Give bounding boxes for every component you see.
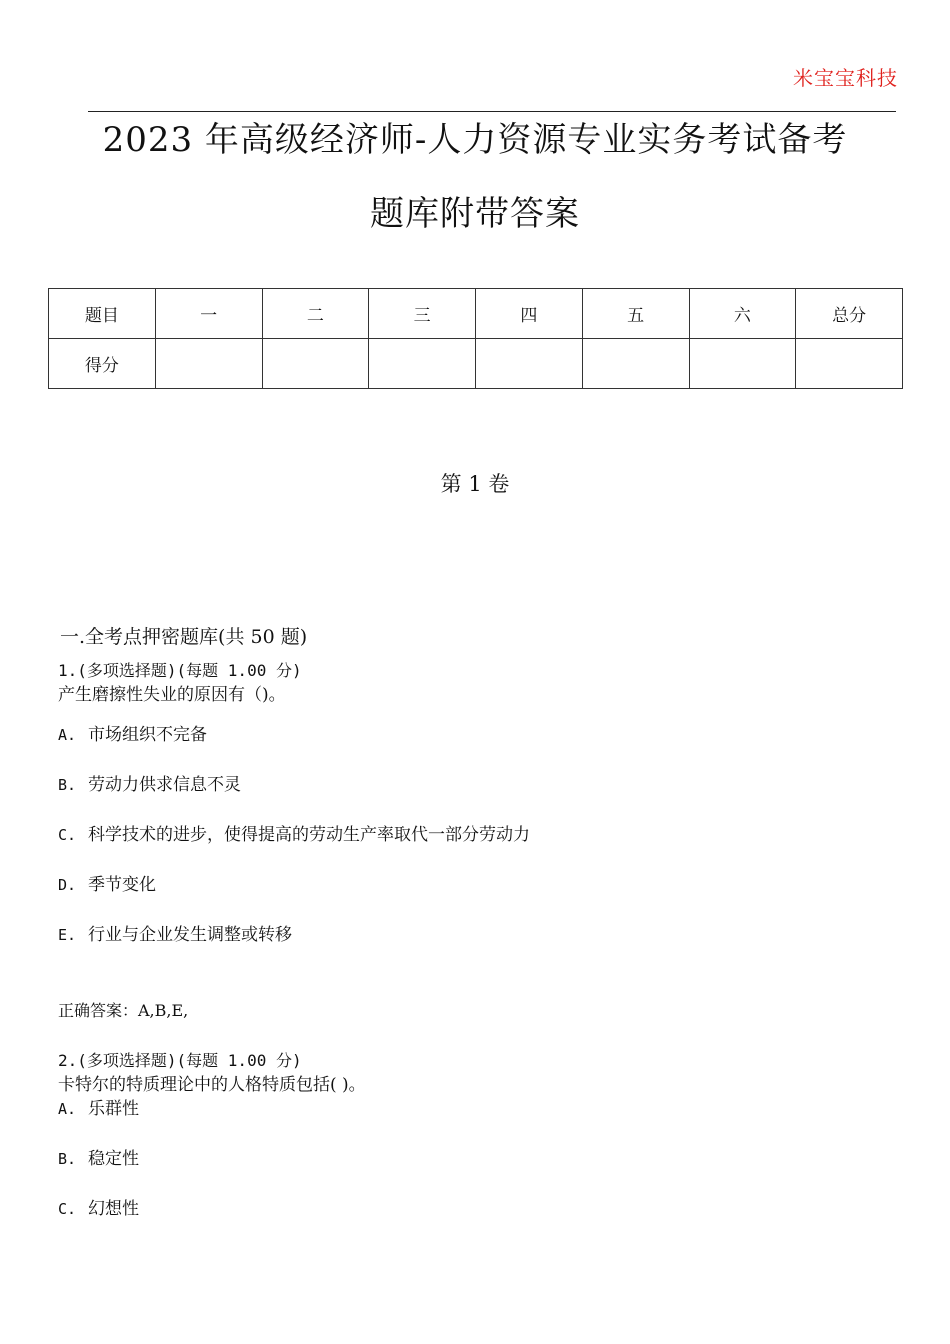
score-cell: 三 [369, 289, 476, 339]
score-cell [582, 339, 689, 389]
volume-label: 第 1 卷 [440, 472, 510, 496]
correct-answer: 正确答案：A,B,E, [58, 1001, 189, 1020]
score-cell: 五 [582, 289, 689, 339]
section-title: 一.全考点押密题库(共 50 题) [60, 626, 308, 648]
question-2 [58, 1049, 908, 1221]
question-content [58, 622, 908, 1221]
document-title-line2: 题库附带答案 [370, 194, 580, 234]
option-text: 科学技术的进步，使得提高的劳动生产率取代一部分劳动力 [88, 825, 530, 845]
score-cell: 二 [262, 289, 369, 339]
option-text: 市场组织不完备 [88, 725, 207, 745]
option-letter: A. [58, 1100, 77, 1118]
option-c [58, 823, 908, 847]
option-a [58, 723, 908, 747]
score-cell [262, 339, 369, 389]
option-text: 行业与企业发生调整或转移 [88, 925, 292, 945]
score-cell: 一 [155, 289, 262, 339]
score-cell: 题目 [49, 289, 156, 339]
score-cell [476, 339, 583, 389]
option-letter: E. [58, 926, 77, 944]
option-text: 乐群性 [88, 1099, 139, 1119]
score-cell [369, 339, 476, 389]
option-text: 幻想性 [88, 1199, 139, 1219]
score-table-header-row [49, 289, 903, 339]
score-cell: 六 [689, 289, 796, 339]
score-cell [689, 339, 796, 389]
score-table [48, 288, 903, 389]
question-header: 1.(多项选择题)(每题 1.00 分) [58, 661, 302, 680]
document-title-line1: 2023 年高级经济师-人力资源专业实务考试备考 [102, 120, 848, 160]
option-letter: B. [58, 1150, 77, 1168]
question-text: 卡特尔的特质理论中的人格特质包括( )。 [58, 1075, 366, 1095]
option-letter: B. [58, 776, 77, 794]
question-1 [58, 659, 908, 1023]
option-text: 稳定性 [88, 1149, 139, 1169]
option-c [58, 1197, 908, 1221]
option-d [58, 873, 908, 897]
option-letter: D. [58, 876, 77, 894]
score-table-score-row [49, 339, 903, 389]
score-cell: 四 [476, 289, 583, 339]
option-letter: A. [58, 726, 77, 744]
option-text: 劳动力供求信息不灵 [88, 775, 241, 795]
option-b [58, 1147, 908, 1171]
score-cell [155, 339, 262, 389]
option-b [58, 773, 908, 797]
score-cell [796, 339, 903, 389]
question-text: 产生磨擦性失业的原因有（)。 [58, 685, 286, 705]
brand-watermark: 米宝宝科技 [793, 66, 898, 90]
option-e [58, 923, 908, 947]
option-text: 季节变化 [88, 875, 156, 895]
question-header: 2.(多项选择题)(每题 1.00 分) [58, 1051, 302, 1070]
option-letter: C. [58, 826, 77, 844]
score-cell: 总分 [796, 289, 903, 339]
option-a [58, 1097, 908, 1121]
score-cell: 得分 [49, 339, 156, 389]
option-letter: C. [58, 1200, 77, 1218]
